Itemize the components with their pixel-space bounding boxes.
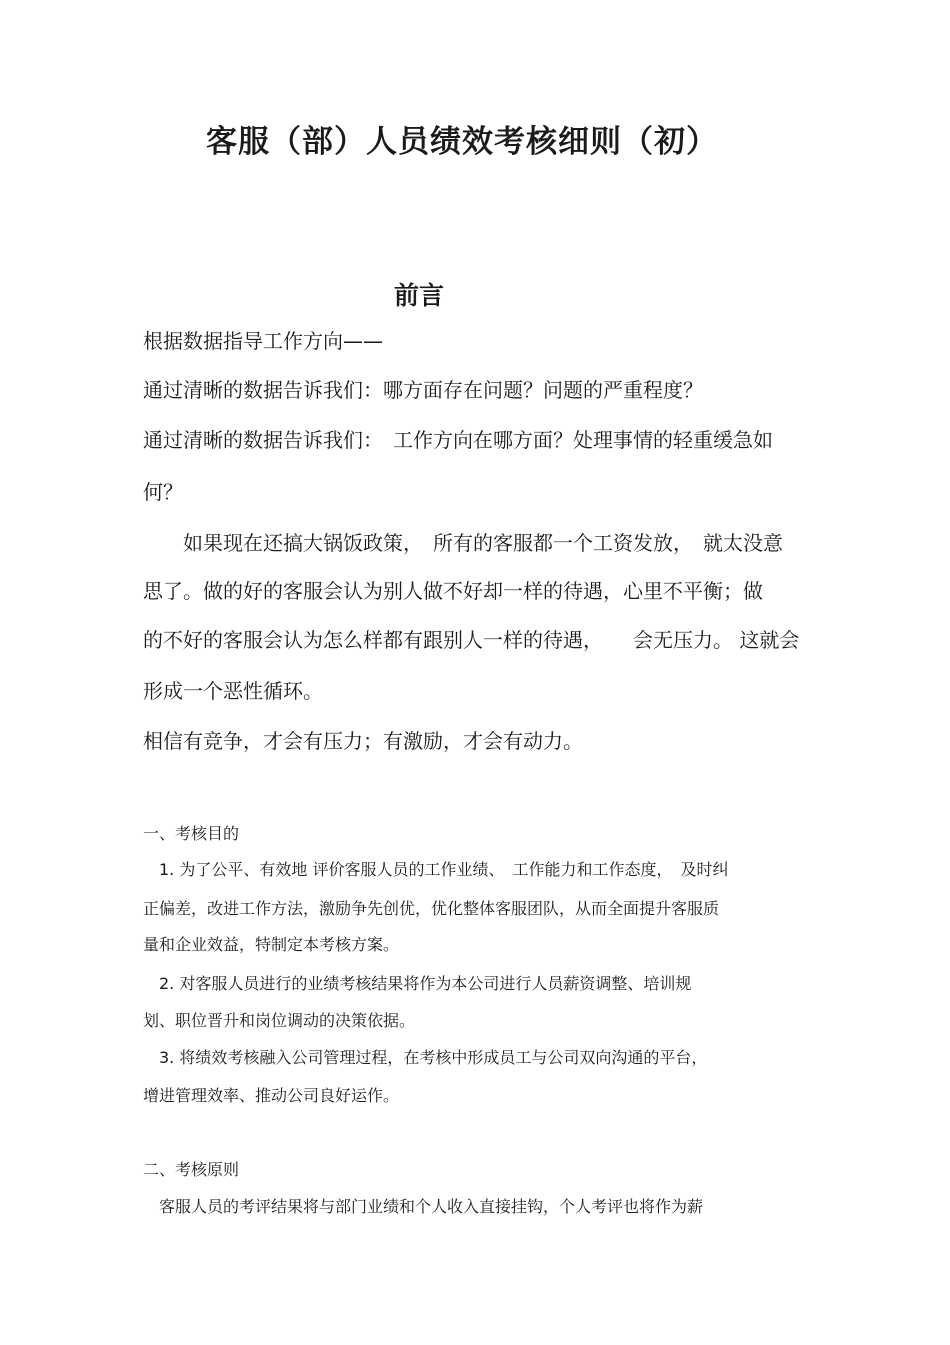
section-line: 正偏差，改进工作方法，激励争先创优，优化整体客服团队，从而全面提升客服质 <box>143 899 720 918</box>
section-line: 3. 将绩效考核融入公司管理过程，在考核中形成员工与公司双向沟通的平台， <box>143 1048 708 1067</box>
section-line: 量和企业效益，特制定本考核方案。 <box>143 935 400 954</box>
section-line: 增进管理效率、推动公司良好运作。 <box>143 1086 400 1105</box>
preface-line: 相信有竞争，才会有压力；有激励，才会有动力。 <box>143 729 583 753</box>
preface-line: 根据数据指导工作方向—— <box>143 329 383 353</box>
section-line: 2. 对客服人员进行的业绩考核结果将作为本公司进行人员薪资调整、培训规 <box>143 974 692 993</box>
section-heading: 二、考核原则 <box>143 1160 240 1179</box>
preface-line: 何？ <box>143 480 183 504</box>
section-line: 划、职位晋升和岗位调动的决策依据。 <box>143 1011 416 1030</box>
section-line: 客服人员的考评结果将与部门业绩和个人收入直接挂钩，个人考评也将作为薪 <box>143 1197 704 1216</box>
preface-line: 如果现在还搞大锅饭政策， 所有的客服都一个工资发放， 就太没意 <box>143 531 783 555</box>
preface-heading: 前言 <box>394 281 445 310</box>
preface-line: 思了。做的好的客服会认为别人做不好却一样的待遇，心里不平衡；做 <box>143 579 763 603</box>
preface-line: 通过清晰的数据告诉我们： 工作方向在哪方面？处理事情的轻重缓急如 <box>143 428 773 452</box>
section-heading: 一、考核目的 <box>143 824 240 843</box>
document-title: 客服（部）人员绩效考核细则（初） <box>206 124 718 160</box>
preface-line: 通过清晰的数据告诉我们：哪方面存在问题？问题的严重程度？ <box>143 378 703 402</box>
preface-line: 形成一个恶性循环。 <box>143 679 323 703</box>
preface-line: 的不好的客服会认为怎么样都有跟别人一样的待遇， 会无压力。 这就会 <box>143 628 800 652</box>
section-line: 1. 为了公平、有效地 评价客服人员的工作业绩、 工作能力和工作态度， 及时纠 <box>143 860 729 879</box>
